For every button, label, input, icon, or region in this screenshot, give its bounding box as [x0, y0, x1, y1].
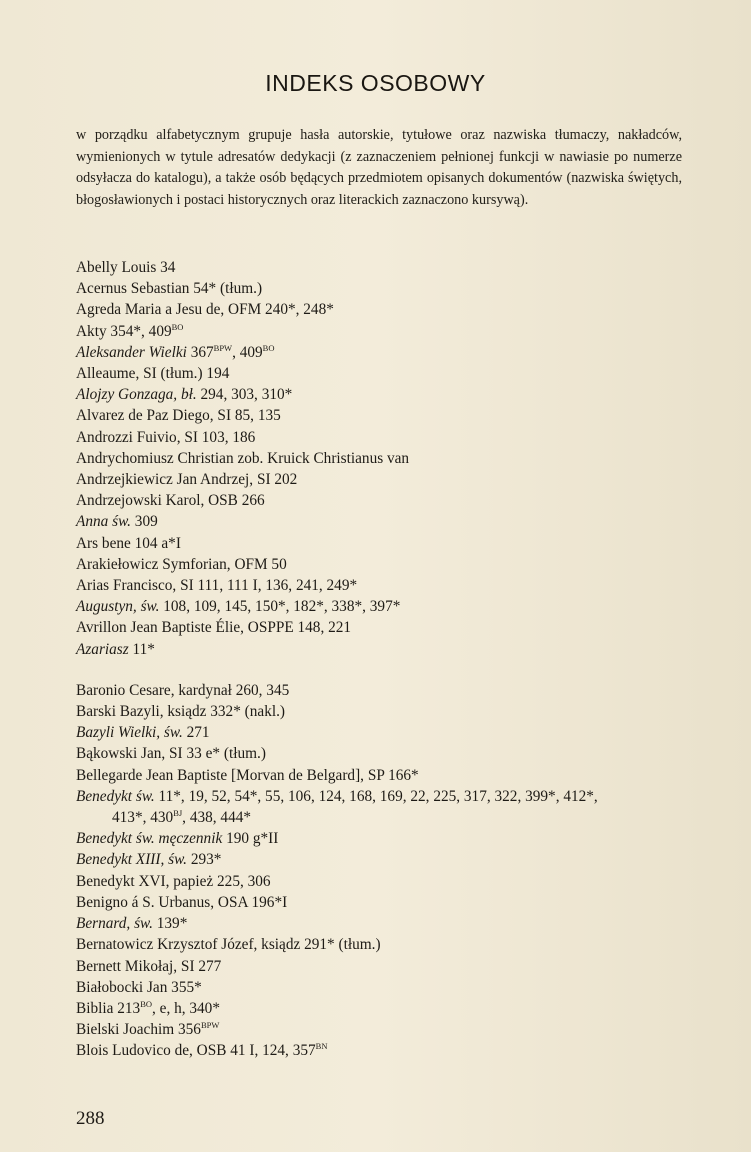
entry-collection-tag: BPW	[200, 1020, 220, 1031]
entry-name: Alleaume, SI	[76, 365, 157, 383]
entry-name: Benedykt XVI, papież	[76, 872, 214, 890]
entry-references: 332* (nakl.)	[206, 703, 286, 721]
entry-name: Bąkowski Jan, SI	[76, 745, 183, 763]
entry-references: 355*	[167, 978, 202, 996]
index-entry	[76, 490, 696, 511]
index-entry	[76, 575, 696, 596]
entry-references: (tłum.) 194	[156, 365, 230, 383]
entry-references: 240*, 248*	[261, 301, 334, 319]
entry-references: 34	[156, 259, 176, 276]
index-entry	[76, 765, 696, 786]
index-entry	[76, 871, 696, 892]
index-entry	[76, 892, 696, 913]
entry-name: Benedykt św. męczennik	[76, 830, 223, 848]
index-introduction: w porządku alfabetycznym grupuje hasła autorskie, tytułowe oraz nazwiska tłumaczy, nakładców, wymienionych w tytule adresatów dedykacji (z zaznaczeniem pełnionej funkcji w nawiasie po numerze odsyłacza do katalogu), a także osób będących przedmiotem opisanych dokumentów (nazwiska świętych, błogosławionych i postaci historycznych oraz literackich zaznaczono kursywą).	[76, 127, 682, 208]
index-entry	[76, 743, 696, 764]
entry-references-continued: 413*, 430	[112, 809, 174, 827]
entry-name: Barski Bazyli, ksiądz	[76, 703, 207, 721]
index-entry	[76, 321, 696, 342]
entry-collection-tag: BO	[262, 342, 275, 353]
entry-name: Bellegarde Jean Baptiste [Morvan de Belgard], SP	[76, 766, 385, 784]
entry-references: 104 a*I	[130, 534, 181, 552]
index-entry	[76, 405, 696, 426]
entry-references-continued: , 438, 444*	[182, 809, 252, 827]
entry-name: Avrillon Jean Baptiste Élie, OSPPE	[76, 619, 294, 637]
entry-name: Aleksander Wielki	[76, 343, 187, 361]
entry-references: 85, 135	[231, 407, 281, 425]
page-number: 288	[76, 1108, 105, 1129]
entry-name: Augustyn, św.	[76, 598, 160, 616]
entry-references: 294, 303, 310*	[196, 386, 293, 404]
entry-continuation-line	[76, 807, 696, 828]
entry-name: Akty	[76, 322, 107, 340]
index-entry	[76, 448, 696, 469]
entry-name: Acernus Sebastian	[76, 280, 190, 298]
entry-name: Bernett Mikołaj, SI	[76, 957, 195, 975]
entry-references: 166*	[384, 766, 419, 784]
entry-references: 190 g*II	[222, 830, 279, 848]
index-entry	[76, 639, 696, 660]
entry-references: 196*I	[247, 893, 288, 911]
index-entry	[76, 257, 696, 278]
entry-name: Bielski Joachim	[76, 1021, 175, 1039]
index-entry	[76, 998, 696, 1019]
index-entry	[76, 849, 696, 870]
entry-name: Benigno á S. Urbanus, OSA	[76, 893, 248, 911]
entry-references: 309	[130, 513, 158, 531]
entry-references: 277	[194, 957, 222, 975]
entry-references-continued: , e, h, 340*	[152, 999, 220, 1017]
entry-references: 354*, 409	[106, 322, 172, 340]
entry-name: Andrzejkiewicz Jan Andrzej, SI	[76, 471, 271, 489]
entry-references: 11*, 19, 52, 54*, 55, 106, 124, 168, 169, 22, 225, 317, 322, 399*, 412*,	[154, 787, 598, 805]
index-entry	[76, 427, 696, 448]
section-gap	[76, 660, 696, 680]
entry-name: Benedykt XIII, św.	[76, 851, 187, 869]
entry-references: 54* (tłum.)	[189, 280, 263, 298]
entry-name: Andrzejowski Karol, OSB	[76, 492, 238, 510]
entry-name: Agreda Maria a Jesu de, OFM	[76, 301, 262, 319]
entry-references: 41 I, 124, 357	[226, 1042, 316, 1060]
entry-name: Białobocki Jan	[76, 978, 168, 996]
entry-references: 293*	[187, 851, 222, 869]
entry-name: Bernard, św.	[76, 915, 153, 933]
entry-references: 11*	[128, 640, 155, 658]
entry-references: 148, 221	[293, 619, 352, 637]
index-entry	[76, 469, 696, 490]
index-entries	[76, 257, 696, 1062]
entry-name: Azariasz	[76, 640, 129, 658]
index-entry	[76, 934, 696, 955]
index-entry	[76, 299, 696, 320]
entry-name: Biblia	[76, 999, 114, 1017]
entry-name: Bernatowicz Krzysztof Józef, ksiądz	[76, 936, 301, 954]
entry-collection-tag: BN	[315, 1041, 328, 1052]
index-entry	[76, 977, 696, 998]
entry-references: 225, 306	[213, 872, 271, 890]
entry-name: Ars bene	[76, 534, 131, 552]
entry-references: 213	[113, 999, 141, 1017]
page-title: INDEKS OSOBOWY	[265, 70, 486, 96]
entry-name: Alojzy Gonzaga, bł.	[76, 386, 197, 404]
entry-name: Baronio Cesare, kardynał	[76, 681, 232, 699]
entry-name: Blois Ludovico de, OSB	[76, 1042, 227, 1060]
entry-name: Benedykt św.	[76, 787, 155, 805]
index-entry	[76, 342, 696, 363]
entry-references: 291* (tłum.)	[300, 936, 381, 954]
entry-name: Anna św.	[76, 513, 131, 531]
entry-references: 266	[237, 492, 265, 510]
entry-name: Bazyli Wielki, św.	[76, 724, 183, 742]
index-entry	[76, 617, 696, 638]
index-entry	[76, 701, 696, 722]
index-entry	[76, 680, 696, 701]
entry-references: 202	[270, 471, 298, 489]
entry-name: Abelly Louis	[76, 259, 157, 276]
entry-name: Alvarez de Paz Diego, SI	[76, 407, 232, 425]
index-entry	[76, 1019, 696, 1040]
index-entry	[76, 1040, 696, 1061]
index-entry	[76, 956, 696, 977]
entry-references: 260, 345	[231, 681, 290, 699]
entry-references: 50	[267, 555, 287, 573]
entry-references: 356	[174, 1021, 201, 1039]
entry-references: 271	[182, 724, 210, 742]
index-entry	[76, 786, 696, 828]
entry-references: 111, 111 I, 136, 241, 249*	[193, 577, 358, 595]
entry-collection-tag: BPW	[213, 342, 233, 353]
entry-references: 139*	[152, 915, 188, 933]
index-entry	[76, 554, 696, 575]
entry-name: Arias Francisco, SI	[76, 577, 194, 595]
entry-references: 33 e* (tłum.)	[182, 745, 266, 763]
entry-collection-tag: BJ	[173, 808, 183, 819]
index-entry	[76, 384, 696, 405]
entry-references: 108, 109, 145, 150*, 182*, 338*, 397*	[159, 598, 401, 616]
entry-references-continued: , 409	[232, 343, 263, 361]
index-entry	[76, 722, 696, 743]
entry-collection-tag: BO	[171, 321, 184, 332]
index-entry	[76, 363, 696, 384]
index-entry	[76, 596, 696, 617]
entry-name: Androzzi Fuivio, SI	[76, 428, 198, 446]
entry-references: 103, 186	[197, 428, 256, 446]
index-entry	[76, 913, 696, 934]
entry-references: 367	[186, 343, 214, 361]
entry-name: Andrychomiusz Christian zob. Kruick Christianus van	[76, 449, 410, 467]
index-entry	[76, 828, 696, 849]
index-entry	[76, 278, 696, 299]
index-entry	[76, 533, 696, 554]
entry-name: Arakiełowicz Symforian, OFM	[76, 555, 268, 573]
entry-collection-tag: BO	[140, 998, 152, 1009]
index-entry	[76, 511, 696, 532]
